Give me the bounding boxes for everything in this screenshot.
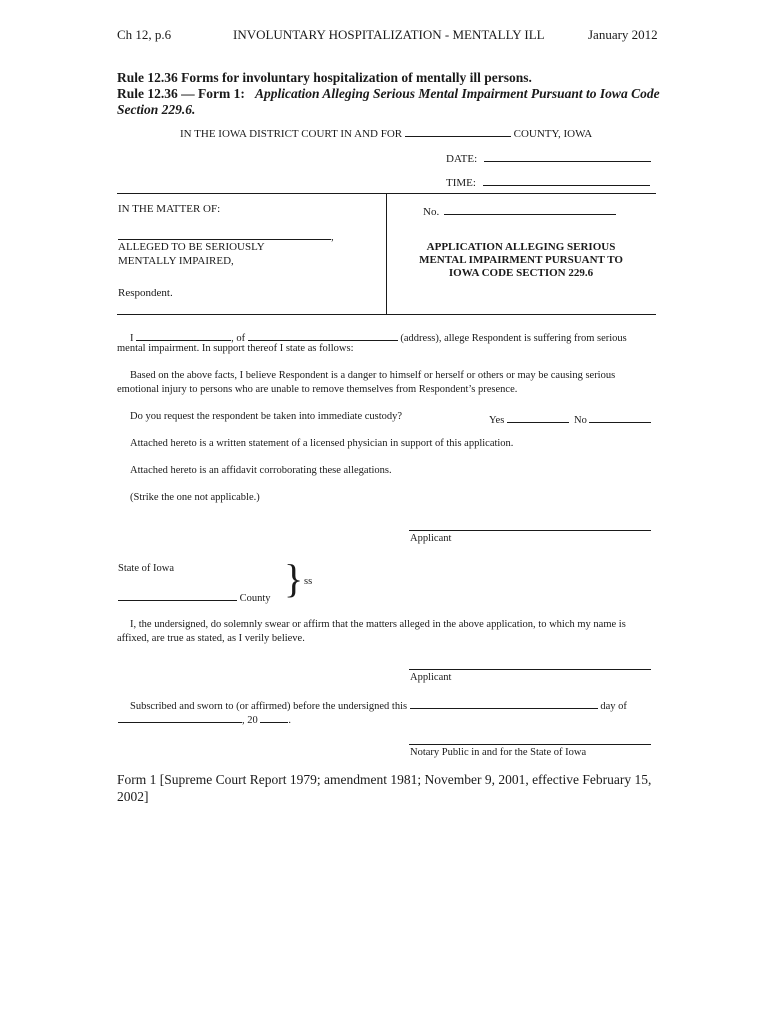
date-label: DATE: [446, 153, 478, 165]
rule-form-title: Application Alleging Serious Mental Impairment Pursuant to Iowa Code [254, 86, 660, 101]
subscribed-line2 [118, 711, 291, 726]
oath-signature-line[interactable] [409, 669, 651, 670]
application-title-line2: MENTAL IMPAIRMENT PURSUANT TO [419, 254, 623, 266]
subscribed-month-blank[interactable] [118, 711, 242, 723]
custody-yes-field [489, 411, 569, 426]
case-number-blank[interactable] [444, 203, 616, 215]
subscribed-line1 [130, 697, 627, 712]
time-field [446, 174, 650, 189]
applicant-signature-label: Applicant [410, 533, 452, 544]
custody-no-blank[interactable] [589, 411, 651, 423]
date-field [446, 150, 651, 165]
application-title-line1: APPLICATION ALLEGING SERIOUS [426, 241, 616, 253]
header-chapter: Ch 12, p.6 [117, 27, 172, 42]
notary-label: Notary Public in and for the State of Iowa [410, 747, 587, 758]
respondent-comma: , [331, 231, 334, 243]
case-number-label: No. [423, 206, 440, 218]
applicant-address-blank[interactable] [248, 329, 398, 341]
applicant-statement-line2: mental impairment. In support thereof I state as follows: [117, 343, 354, 354]
footer-line1: Form 1 [Supreme Court Report 1979; amendment 1981; November 9, 2001, effective February 15, [117, 772, 652, 787]
rule-form-heading [117, 86, 660, 102]
strike-note: (Strike the one not applicable.) [130, 492, 260, 503]
oath-signature-label: Applicant [410, 672, 452, 683]
case-number-field [423, 203, 616, 218]
date-blank[interactable] [484, 150, 651, 162]
caption-divider [386, 193, 387, 315]
county-blank[interactable] [405, 125, 511, 137]
subscribed-text: Subscribed and sworn to (or affirmed) before the undersigned this [130, 701, 408, 712]
rule-heading: Rule 12.36 Forms for involuntary hospitalization of mentally ill persons. [117, 70, 532, 85]
oath-line2: affixed, are true as stated, as I verily believe. [117, 633, 305, 644]
attached-physician-statement: Attached hereto is a written statement of a licensed physician in support of this application. [130, 438, 514, 449]
time-blank[interactable] [483, 174, 650, 186]
alleged-line2: MENTALLY IMPAIRED, [118, 255, 234, 267]
belief-line2: emotional injury to persons who are unable to remove themselves from Respondent’s presence. [117, 384, 518, 395]
applicant-name-blank[interactable] [136, 329, 231, 341]
header-title: INVOLUNTARY HOSPITALIZATION - MENTALLY ILL [233, 27, 545, 42]
statement-i: I [130, 333, 134, 344]
court-suffix: COUNTY, IOWA [513, 128, 593, 140]
custody-yes-label: Yes [489, 415, 505, 426]
custody-no-label: No [574, 415, 587, 426]
matter-of-label: IN THE MATTER OF: [118, 203, 221, 215]
applicant-statement-line1 [130, 329, 627, 344]
alleged-line1: ALLEGED TO BE SERIOUSLY [118, 241, 265, 253]
subscribed-period: . [288, 715, 291, 726]
venue-county-label: County [239, 593, 271, 604]
custody-question: Do you request the respondent be taken into immediate custody? [130, 411, 403, 422]
venue-ss: ss [304, 576, 313, 587]
rule-form-label: Rule 12.36 — Form 1: [117, 86, 245, 101]
rule-form-title-cont: Section 229.6. [117, 102, 196, 117]
footer-line2: 2002] [117, 789, 149, 804]
applicant-signature-line[interactable] [409, 530, 651, 531]
subscribed-day-of: day of [600, 701, 627, 712]
caption-right-bottom-rule [386, 314, 656, 315]
venue-county-blank[interactable] [118, 589, 237, 601]
statement-of: , of [231, 333, 246, 344]
oath-line1: I, the undersigned, do solemnly swear or affirm that the matters alleged in the above application, to which my name is [130, 619, 626, 630]
header-date: January 2012 [588, 27, 658, 42]
venue-county-field [118, 589, 271, 604]
venue-brace: } [284, 556, 304, 601]
custody-yes-blank[interactable] [507, 411, 569, 423]
court-line [180, 125, 592, 140]
respondent-label: Respondent. [118, 287, 173, 299]
subscribed-year-prefix: , 20 [242, 715, 258, 726]
venue-state: State of Iowa [118, 563, 174, 574]
respondent-name-blank[interactable] [118, 228, 331, 240]
attached-affidavit: Attached hereto is an affidavit corroborating these allegations. [130, 465, 392, 476]
application-title-line3: IOWA CODE SECTION 229.6 [448, 267, 594, 279]
custody-no-field [574, 411, 651, 426]
statement-rest: (address), allege Respondent is suffering from serious [400, 333, 627, 344]
application-title [396, 241, 646, 280]
subscribed-day-blank[interactable] [410, 697, 598, 709]
court-prefix: IN THE IOWA DISTRICT COURT IN AND FOR [180, 128, 403, 140]
notary-signature-line[interactable] [409, 744, 651, 745]
belief-line1: Based on the above facts, I believe Respondent is a danger to himself or herself or others or may be causing serious [130, 370, 616, 381]
subscribed-year-blank[interactable] [260, 711, 288, 723]
time-label: TIME: [446, 177, 476, 189]
caption-left-bottom-rule [117, 314, 387, 315]
